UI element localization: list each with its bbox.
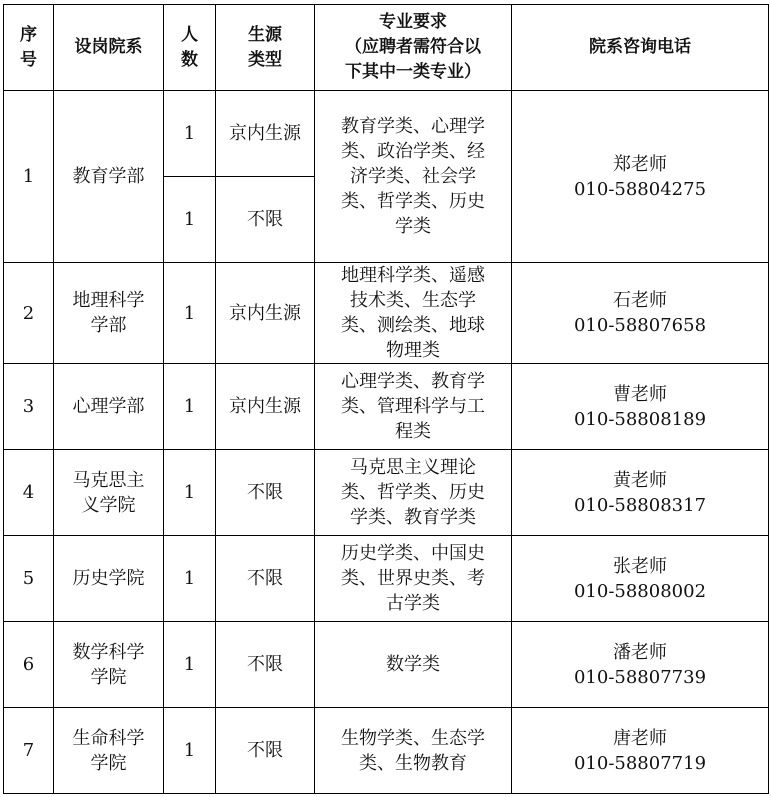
contact-name: 郑老师: [613, 153, 667, 175]
contact-phone: 010-58808189: [573, 408, 707, 430]
contact-phone: 010-58807719: [573, 752, 707, 774]
header-major: 专业要求 （应聘者需符合以 下其中一类专业）: [315, 5, 512, 91]
row-source: 不限: [216, 622, 315, 708]
row-index: 6: [4, 622, 54, 708]
row-major: 教育学类、心理学 类、政治学类、经 济学类、社会学 类、哲学类、历史 学类: [315, 91, 512, 263]
row-source: 不限: [216, 536, 315, 622]
row-source: 不限: [216, 708, 315, 794]
row-contact: [512, 91, 769, 263]
row-index: 1: [4, 91, 54, 263]
row-department: 历史学院: [54, 536, 164, 622]
row-index: 7: [4, 708, 54, 794]
row-count: 1: [164, 622, 216, 708]
row-contact: [512, 536, 769, 622]
table-row: [4, 536, 769, 622]
table-row: [4, 263, 769, 364]
header-index: 序 号: [4, 5, 54, 91]
header-count: 人 数: [164, 5, 216, 91]
row-department: 教育学部: [54, 91, 164, 263]
row-index: 2: [4, 263, 54, 364]
contact-name: 黄老师: [613, 469, 667, 491]
row-contact: [512, 708, 769, 794]
header-row: [4, 5, 769, 91]
row-contact: [512, 450, 769, 536]
table-row: [4, 708, 769, 794]
table-row: [4, 450, 769, 536]
row-contact: [512, 364, 769, 450]
row-index: 5: [4, 536, 54, 622]
table-row: [4, 91, 769, 177]
contact-name: 潘老师: [613, 641, 667, 663]
row-index: 3: [4, 364, 54, 450]
row-count: 1: [164, 708, 216, 794]
contact-phone: 010-58807658: [573, 315, 707, 336]
row-department: 心理学部: [54, 364, 164, 450]
contact-name: 张老师: [613, 555, 667, 577]
header-department: 设岗院系: [54, 5, 164, 91]
row-contact: [512, 622, 769, 708]
row-count: 1: [164, 536, 216, 622]
row-major: 马克思主义理论 类、哲学类、历史 学类、教育学类: [315, 450, 512, 536]
row-source: 京内生源: [216, 91, 315, 177]
row-department: 地理科学 学部: [54, 263, 164, 364]
row-index: 4: [4, 450, 54, 536]
row-source: 不限: [216, 450, 315, 536]
contact-phone: 010-58808002: [573, 580, 707, 602]
row-major: 生物学类、生态学 类、生物教育: [315, 708, 512, 794]
row-count: 1: [164, 177, 216, 263]
row-major: 历史学类、中国史 类、世界史类、考 古学类: [315, 536, 512, 622]
row-major: 地理科学类、遥感 技术类、生态学 类、测绘类、地球 物理类: [315, 263, 512, 364]
row-count: 1: [164, 91, 216, 177]
row-department: 马克思主 义学院: [54, 450, 164, 536]
row-source: 京内生源: [216, 364, 315, 450]
contact-phone: 010-58808317: [573, 494, 707, 516]
row-count: 1: [164, 263, 216, 364]
row-source: 不限: [216, 177, 315, 263]
contact-name: 唐老师: [613, 727, 667, 749]
row-major: 数学类: [315, 622, 512, 708]
header-contact: 院系咨询电话: [512, 5, 769, 91]
contact-name: 曹老师: [613, 383, 667, 405]
contact-phone: 010-58807739: [573, 666, 707, 688]
contact-phone: 010-58804275: [573, 178, 707, 200]
table-row: [4, 364, 769, 450]
row-count: 1: [164, 364, 216, 450]
recruitment-table: [3, 4, 769, 794]
row-contact: [512, 263, 769, 364]
row-source: 京内生源: [216, 263, 315, 364]
table-row: [4, 622, 769, 708]
row-department: 数学科学 学院: [54, 622, 164, 708]
row-department: 生命科学 学院: [54, 708, 164, 794]
header-source: 生源 类型: [216, 5, 315, 91]
contact-name: 石老师: [613, 290, 667, 311]
row-major: 心理学类、教育学 类、管理科学与工 程类: [315, 364, 512, 450]
row-count: 1: [164, 450, 216, 536]
